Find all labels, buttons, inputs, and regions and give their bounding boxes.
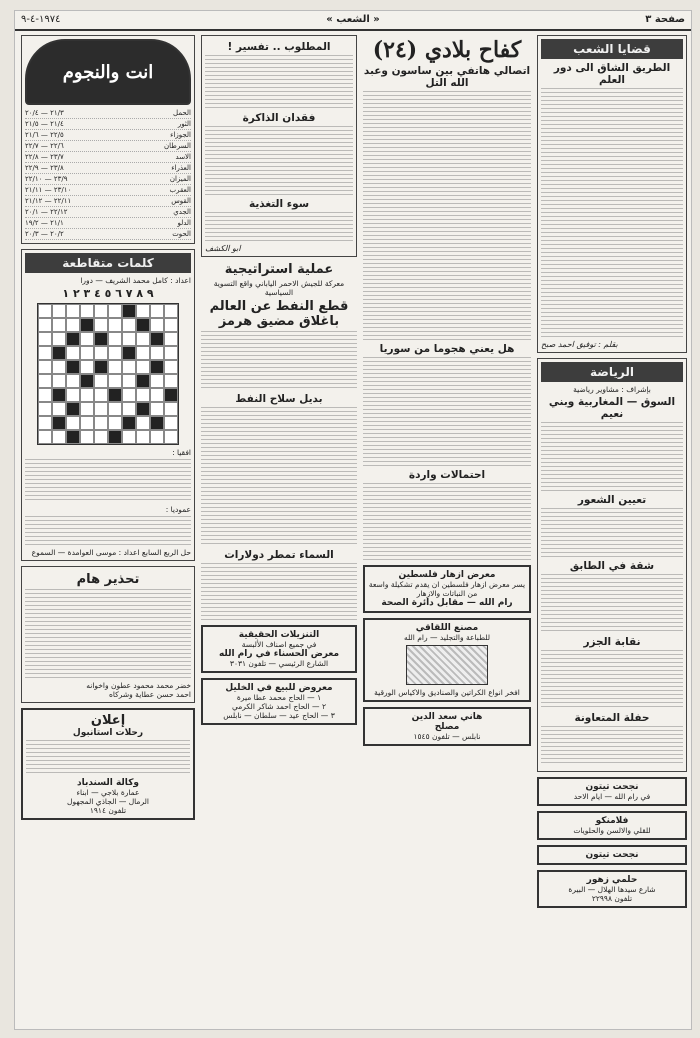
ad-laqaqi [363, 618, 531, 702]
zodiac-date: ٢١/٣ — ٢٠/٤ [25, 109, 64, 117]
ad-illustration [406, 645, 488, 685]
crossword-cell [80, 304, 94, 318]
crossword-cell [108, 318, 122, 332]
ad-text: افخر انواع الكراتين والصناديق والاكياس الورقية [374, 688, 520, 697]
zodiac-date: ٢١/١ — ١٩/٢ [25, 219, 64, 227]
ad-contact: الرمال — الجاذي المجهول [67, 797, 149, 806]
gift-title: فقدان الذاكرة [242, 112, 316, 124]
zodiac-sign: الحوت [172, 230, 191, 238]
column-center-right [363, 35, 531, 1025]
zodiac-date: ٢١/٤ — ٢١/٥ [25, 120, 64, 128]
crossword-cell [150, 360, 164, 374]
column-right [537, 35, 687, 1025]
ad-title: هاني سعد الدين [411, 712, 483, 722]
ad-item: ٣ — الحاج عيد — سلطان — نابلس [223, 711, 335, 720]
crossword-cell [164, 346, 178, 360]
ad-gulf [201, 678, 357, 725]
zodiac-date: ٢٠/٢ — ٢٠/٣ [25, 230, 64, 238]
crossword-cell [108, 388, 122, 402]
zodiac-sign: الاسد [175, 153, 191, 161]
crossword-cell [80, 360, 94, 374]
article-body [541, 422, 683, 492]
ad-item: ٢ — الحاج احمد شاكر الكرمي [232, 702, 326, 711]
crossword-cell [66, 388, 80, 402]
crossword-cell [122, 318, 136, 332]
issue-date: ١٩٧٤-٤-٩ [21, 14, 61, 25]
crossword-clues [25, 459, 191, 503]
ad-title: التنزيلات الحقيقية [238, 630, 320, 640]
crossword-cell [38, 374, 52, 388]
column-center-left [201, 35, 357, 1025]
crossword-cell [94, 318, 108, 332]
ad-title: معروض للبيع في الخليل [225, 683, 333, 693]
crossword-cell [52, 416, 66, 430]
article-body [201, 331, 357, 391]
crossword-cell [108, 430, 122, 444]
crossword-cell [80, 374, 94, 388]
crossword-cell [122, 332, 136, 346]
section-heading: هل يعني هجوما من سوريا [379, 343, 515, 355]
zodiac-date: ٢٢/٥ — ٢١/٦ [25, 131, 64, 139]
crossword-cell [66, 416, 80, 430]
crossword-cell [150, 346, 164, 360]
stars-logo [25, 39, 191, 105]
newspaper-page [14, 10, 692, 1030]
ad-title: نجحت تيتون [585, 782, 639, 792]
crossword-cell [136, 304, 150, 318]
zodiac-date: ٢٢/١١ — ٢١/١٢ [25, 197, 72, 205]
our-issues-title: الطريق الشاق الى دور العلم [553, 62, 671, 86]
crossword-cell [66, 332, 80, 346]
crossword-banner: كلمات متقاطعة [25, 253, 191, 273]
zodiac-row [25, 229, 191, 240]
article-body [205, 212, 353, 242]
sport-item: شقة في الطابق [569, 560, 655, 572]
zodiac-row [25, 207, 191, 218]
zodiac-row [25, 174, 191, 185]
crossword-author: اعداد : كامل محمد الشريف — دورا [80, 276, 191, 285]
article-body [541, 88, 683, 338]
zodiac-date: ٢٣/٩ — ٢٢/١٠ [25, 175, 68, 183]
our-issues-banner: قضايا الشعب [541, 39, 683, 59]
crossword-cell [94, 304, 108, 318]
article-body [363, 483, 531, 563]
oil-subheading: معركة للجيش الاحمر الياباني واقع التسوية السياسية [213, 279, 345, 297]
crossword-down-label: عموديا : [165, 505, 191, 514]
crossword-cell [108, 416, 122, 430]
crossword-cell [80, 318, 94, 332]
crossword-cell [52, 430, 66, 444]
crossword-cell [150, 416, 164, 430]
ad-tinton-1 [537, 777, 687, 806]
crossword-cell [38, 332, 52, 346]
zodiac-sign: القوس [171, 197, 191, 205]
ad-title: معرض ازهار فلسطين [398, 570, 496, 580]
zodiac-sign: الدلو [177, 219, 191, 227]
crossword-cell [80, 346, 94, 360]
ad-text: شارع سيدها الهلال — البيرة [568, 885, 656, 894]
crossword-cell [94, 346, 108, 360]
crossword-cell [136, 318, 150, 332]
ad-title: إعلان [90, 713, 126, 728]
article-body [201, 563, 357, 623]
sport-section [537, 358, 687, 772]
article-body [25, 589, 191, 679]
crossword-clues [25, 516, 191, 546]
crossword-cell [164, 430, 178, 444]
crossword-cell [38, 304, 52, 318]
crossword-cell [164, 388, 178, 402]
warning-signatory: احمد حسن عطاية وشركاه [108, 690, 191, 699]
crossword-cell [108, 332, 122, 346]
crossword-cell [94, 416, 108, 430]
ad-flowers [363, 565, 531, 613]
our-issues-author: بقلم : توفيق احمد صبح [541, 340, 618, 349]
zodiac-row [25, 185, 191, 196]
crossword-cell [66, 318, 80, 332]
warning-signatory: خضر محمد محمود عطون واخوانه [86, 681, 191, 690]
zodiac-sign: الثور [177, 120, 191, 128]
zodiac-row [25, 152, 191, 163]
zodiac-sign: الجدي [173, 208, 191, 216]
ad-tinton-2 [537, 845, 687, 865]
crossword-cell [52, 360, 66, 374]
crossword-cell [94, 360, 108, 374]
crossword-cell [122, 360, 136, 374]
ad-title: مصنع اللقاقي [415, 623, 479, 633]
crossword-cell [66, 304, 80, 318]
wanted-title: المطلوب .. تفسير ! [227, 41, 331, 53]
crossword-cell [164, 416, 178, 430]
wanted-box [201, 35, 357, 257]
zodiac-date: ٢٢/١٢ — ٢٠/١ [25, 208, 68, 216]
crossword-cell [108, 374, 122, 388]
crossword-cell [164, 360, 178, 374]
ad-title: نجحت تيتون [585, 850, 639, 860]
crossword-cell [136, 402, 150, 416]
crossword-cell [80, 388, 94, 402]
crossword-cell [52, 304, 66, 318]
crossword-solution: حل الربع السابع اعداد : موسى العوامدة — السموع [31, 548, 191, 557]
zodiac-table [25, 108, 191, 240]
article-body [205, 126, 353, 196]
crossword-cell [136, 346, 150, 360]
zodiac-row [25, 108, 191, 119]
ad-phone: تلفون ١٩١٤ [89, 806, 127, 815]
crossword-cell [80, 430, 94, 444]
ad-text: في رام الله — ايام الاحد [573, 792, 651, 801]
crossword-cell [108, 346, 122, 360]
zodiac-date: ٢٣/٧ — ٢٢/٨ [25, 153, 64, 161]
zodiac-row [25, 196, 191, 207]
crossword-cell [52, 332, 66, 346]
ad-location: رام الله — مقابل دائرة الصحة [381, 598, 513, 608]
crossword-cell [108, 402, 122, 416]
crossword-cell [150, 388, 164, 402]
crossword-cell [38, 388, 52, 402]
crossword-cell [80, 332, 94, 346]
ad-saadeddin [363, 707, 531, 746]
crossword-cell [38, 360, 52, 374]
zodiac-row [25, 218, 191, 229]
crossword-cell [150, 318, 164, 332]
zodiac-row [25, 141, 191, 152]
ad-title: حلمي زهور [586, 875, 638, 885]
crossword-cell [122, 402, 136, 416]
crossword-cell [150, 304, 164, 318]
crossword-cell [52, 388, 66, 402]
crossword-cell [122, 374, 136, 388]
crossword-cell [136, 416, 150, 430]
crossword-cell [122, 304, 136, 318]
crossword-cell [150, 332, 164, 346]
crossword-cell [150, 430, 164, 444]
warning-title: تحذير هام [76, 572, 140, 587]
ad-org: وكالة السندباد [76, 778, 140, 788]
main-subtitle: اتصالي هاتفي بين ساسون وعبد الله التل [363, 65, 531, 89]
article-body [541, 508, 683, 558]
crossword-cell [38, 416, 52, 430]
crossword-cell [136, 430, 150, 444]
ad-flamingo [537, 811, 687, 840]
crossword-cell [122, 430, 136, 444]
zodiac-sign: السرطان [163, 142, 191, 150]
zodiac-row [25, 119, 191, 130]
ad-body [26, 740, 190, 776]
sport-subtitle: بإشراف : مشاوير رياضية [573, 385, 651, 394]
zodiac-row [25, 163, 191, 174]
crossword-cell [52, 374, 66, 388]
ad-text: في جميع اصناف الألبسة [241, 640, 317, 649]
sport-headline: السوق — المغاربية وبني نعيم [548, 396, 676, 420]
zodiac-sign: العذراء [171, 164, 191, 172]
crossword-grid [37, 303, 179, 445]
crossword-cell [164, 318, 178, 332]
page-header [15, 11, 691, 31]
crossword-cell [164, 304, 178, 318]
crossword-cell [52, 402, 66, 416]
crossword-cell [164, 332, 178, 346]
sport-item: حفلة المتعاونة [574, 712, 650, 724]
crossword-across-label: افقيا : [172, 448, 191, 457]
crossword-cell [80, 402, 94, 416]
ad-helmi [537, 870, 687, 908]
crossword-section [21, 249, 195, 561]
column-left [21, 35, 195, 1025]
crossword-cell [38, 430, 52, 444]
crossword-cell [122, 346, 136, 360]
crossword-cell [150, 402, 164, 416]
ad-contact: عمارة بلاجي — ابناء [76, 788, 140, 797]
crossword-cell [66, 374, 80, 388]
oil-headline: قطع النفط عن العالم باغلاق مضيق هرمز [209, 299, 349, 329]
zodiac-row [25, 130, 191, 141]
article-body [541, 574, 683, 634]
sport-item: تعيين الشعور [577, 494, 647, 506]
nutrition-title: سوء التغذية [248, 198, 310, 210]
crossword-cell [66, 430, 80, 444]
crossword-cell [94, 430, 108, 444]
page-number: صفحة ٣ [645, 14, 685, 25]
our-issues-section [537, 35, 687, 353]
stars-section [21, 35, 195, 244]
zodiac-sign: العقرب [169, 186, 191, 194]
crossword-cell [136, 388, 150, 402]
sport-banner: الرياضة [541, 362, 683, 382]
crossword-cell [122, 388, 136, 402]
ad-subtitle: رحلات استانبول [72, 728, 144, 738]
crossword-cell [136, 332, 150, 346]
zodiac-sign: الميزان [169, 175, 191, 183]
zodiac-sign: الجوزاء [170, 131, 191, 139]
crossword-cell [150, 374, 164, 388]
crossword-cell [94, 332, 108, 346]
oil-kicker: عملية استراتيجية [224, 262, 334, 277]
ad-offers [201, 625, 357, 673]
crossword-cell [66, 402, 80, 416]
zodiac-sign: الحمل [173, 109, 191, 117]
crossword-cell [108, 360, 122, 374]
crossword-cell [164, 402, 178, 416]
article-body [363, 357, 531, 467]
ad-subtitle: معرض الحسناء في رام الله [218, 649, 340, 659]
article-body [201, 407, 357, 547]
stars-logo-text: انت والنجوم [62, 61, 154, 83]
ad-phone: تلفون ٢٢٩٩٨ [591, 894, 633, 903]
ad-subtitle: مصلح [434, 722, 460, 732]
article-body [363, 91, 531, 341]
crossword-cell [38, 346, 52, 360]
ad-text: يسر معرض ازهار فلسطين ان يقدم تشكيلة واسعة من النباتات والازهار [368, 580, 526, 598]
crossword-cell [66, 346, 80, 360]
ad-istanbul [21, 708, 195, 820]
ad-text: الشارع الرئيسي — تلفون ٣٠٣١ [229, 659, 329, 668]
article-body [205, 55, 353, 110]
column-signature: ابو الكشف [205, 244, 241, 253]
ad-text: للقلي والالسن والحلويات [573, 826, 651, 835]
zodiac-date: ٢٣/١٠ — ٢١/١١ [25, 186, 72, 194]
warning-section [21, 566, 195, 703]
sky-heading: السماء تمطر دولارات [224, 549, 334, 561]
article-body [541, 726, 683, 766]
crossword-cell [136, 374, 150, 388]
ad-item: ١ — الحاج محمد عطا ميرة [236, 693, 322, 702]
crossword-cell [108, 304, 122, 318]
zodiac-date: ٢٢/٦ — ٢٢/٧ [25, 142, 64, 150]
main-title: كفاح بلادي (٢٤) [372, 37, 522, 63]
crossword-cell [66, 360, 80, 374]
crossword-cell [94, 402, 108, 416]
crossword-cell [136, 360, 150, 374]
article-body [541, 650, 683, 710]
section-heading: احتمالات واردة [408, 469, 486, 481]
crossword-cell [94, 388, 108, 402]
crossword-cell [38, 402, 52, 416]
crossword-cell [38, 318, 52, 332]
ad-subtitle: للطباعة والتجليد — رام الله [403, 633, 490, 642]
crossword-numbers: ٩ ٨ ٧ ٦ ٥ ٤ ٣ ٢ ١ [62, 287, 154, 300]
crossword-cell [52, 346, 66, 360]
crossword-cell [94, 374, 108, 388]
crossword-cell [122, 416, 136, 430]
newspaper-name: « الشعب » [326, 14, 380, 25]
ad-title: فلامنكو [595, 816, 629, 826]
ad-phone: نابلس — تلفون ١٥٤٥ [413, 732, 481, 741]
sport-item: نقابة الجزر [583, 636, 641, 648]
oil-box-heading: بديل سلاح النفط [235, 393, 323, 405]
crossword-cell [80, 416, 94, 430]
crossword-cell [164, 374, 178, 388]
crossword-cell [52, 318, 66, 332]
zodiac-date: ٢٣/٨ — ٢٢/٩ [25, 164, 64, 172]
